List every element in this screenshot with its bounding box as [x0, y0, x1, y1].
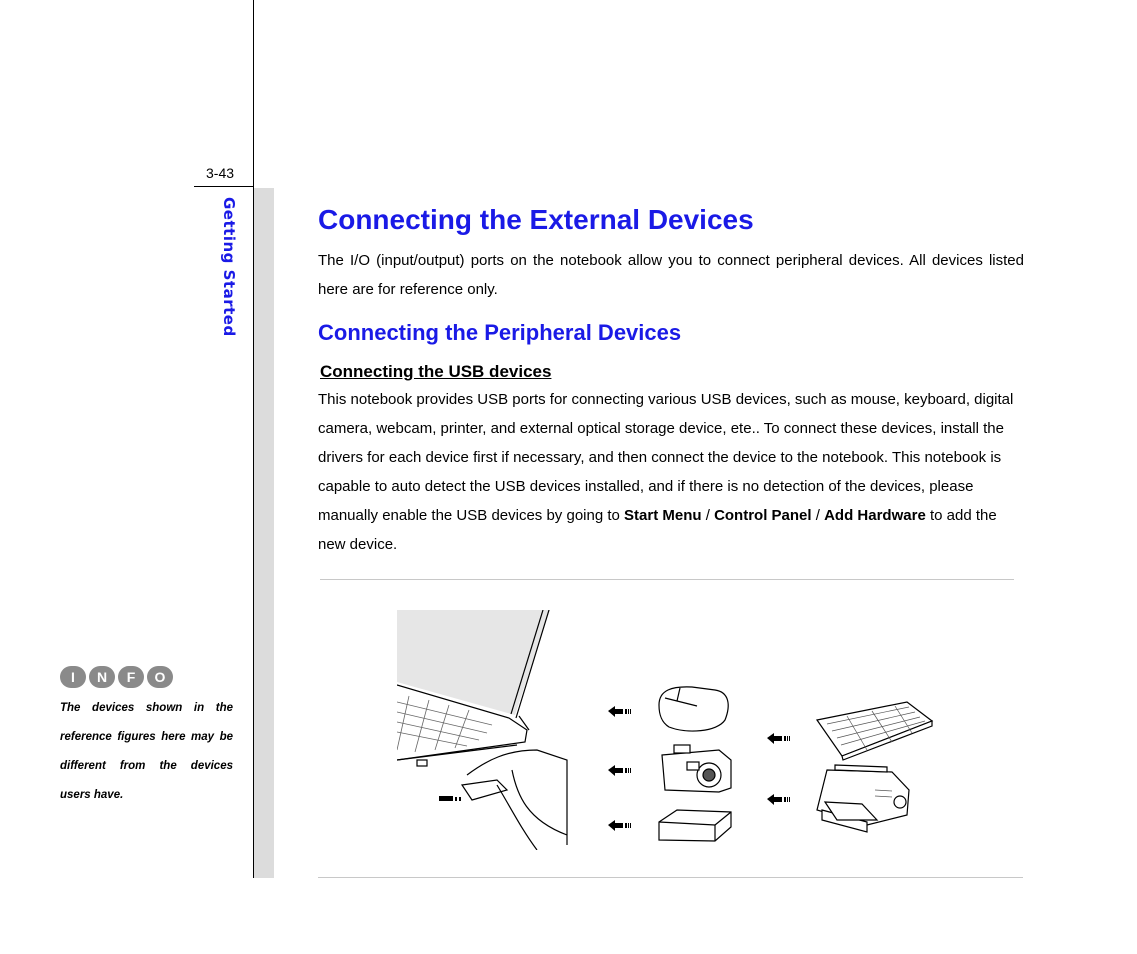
info-letter-n: N: [89, 666, 115, 688]
page-title: Connecting the External Devices: [318, 204, 754, 235]
camera-icon: [662, 745, 731, 792]
info-letter-f: F: [118, 666, 144, 688]
printer-icon: [817, 765, 909, 832]
info-note: The devices shown in the reference figures here may be different from the devices users have.: [60, 702, 233, 801]
page-number: 3-43: [206, 165, 235, 181]
page-number-rule: [194, 186, 254, 187]
add-hardware-term: Add Hardware: [824, 507, 926, 524]
info-letter-o: O: [147, 666, 173, 688]
start-menu-term: Start Menu: [624, 507, 702, 524]
keyboard-icon: [817, 702, 932, 760]
separator: /: [811, 507, 825, 524]
info-letter-i: I: [60, 666, 86, 688]
laptop-icon: [397, 610, 567, 850]
chapter-side-title: Getting Started: [220, 197, 238, 337]
divider: [318, 877, 1023, 878]
usb-paragraph: [318, 385, 1024, 559]
usb-text: This notebook provides USB ports for connecting various USB devices, such as mouse, keyboard, digital camera, webcam, printer, and external optical storage device, ete.. To connect these devices, install the drivers for each device first if necessary, and then connect the device to the notebook. This notebook is capable to auto detect the USB devices installed, and if there is no detection of the devices, please manually enable the USB devices by going to: [318, 391, 1014, 524]
main-content: [318, 200, 1024, 559]
usb-text-end: to add the new device.: [318, 507, 997, 553]
divider: [320, 579, 1014, 580]
info-icon: [60, 666, 173, 688]
usb-devices-illustration: [397, 610, 937, 850]
subsection-title: Connecting the USB devices: [320, 362, 552, 381]
intro-paragraph: The I/O (input/output) ports on the notebook allow you to connect peripheral devices. All devices listed here are for reference only.: [318, 252, 1024, 298]
chapter-tab-bar: [254, 188, 274, 878]
section-title: Connecting the Peripheral Devices: [318, 320, 682, 345]
external-drive-icon: [659, 810, 731, 841]
mouse-icon: [659, 687, 728, 731]
separator: /: [701, 507, 715, 524]
control-panel-term: Control Panel: [714, 507, 812, 524]
